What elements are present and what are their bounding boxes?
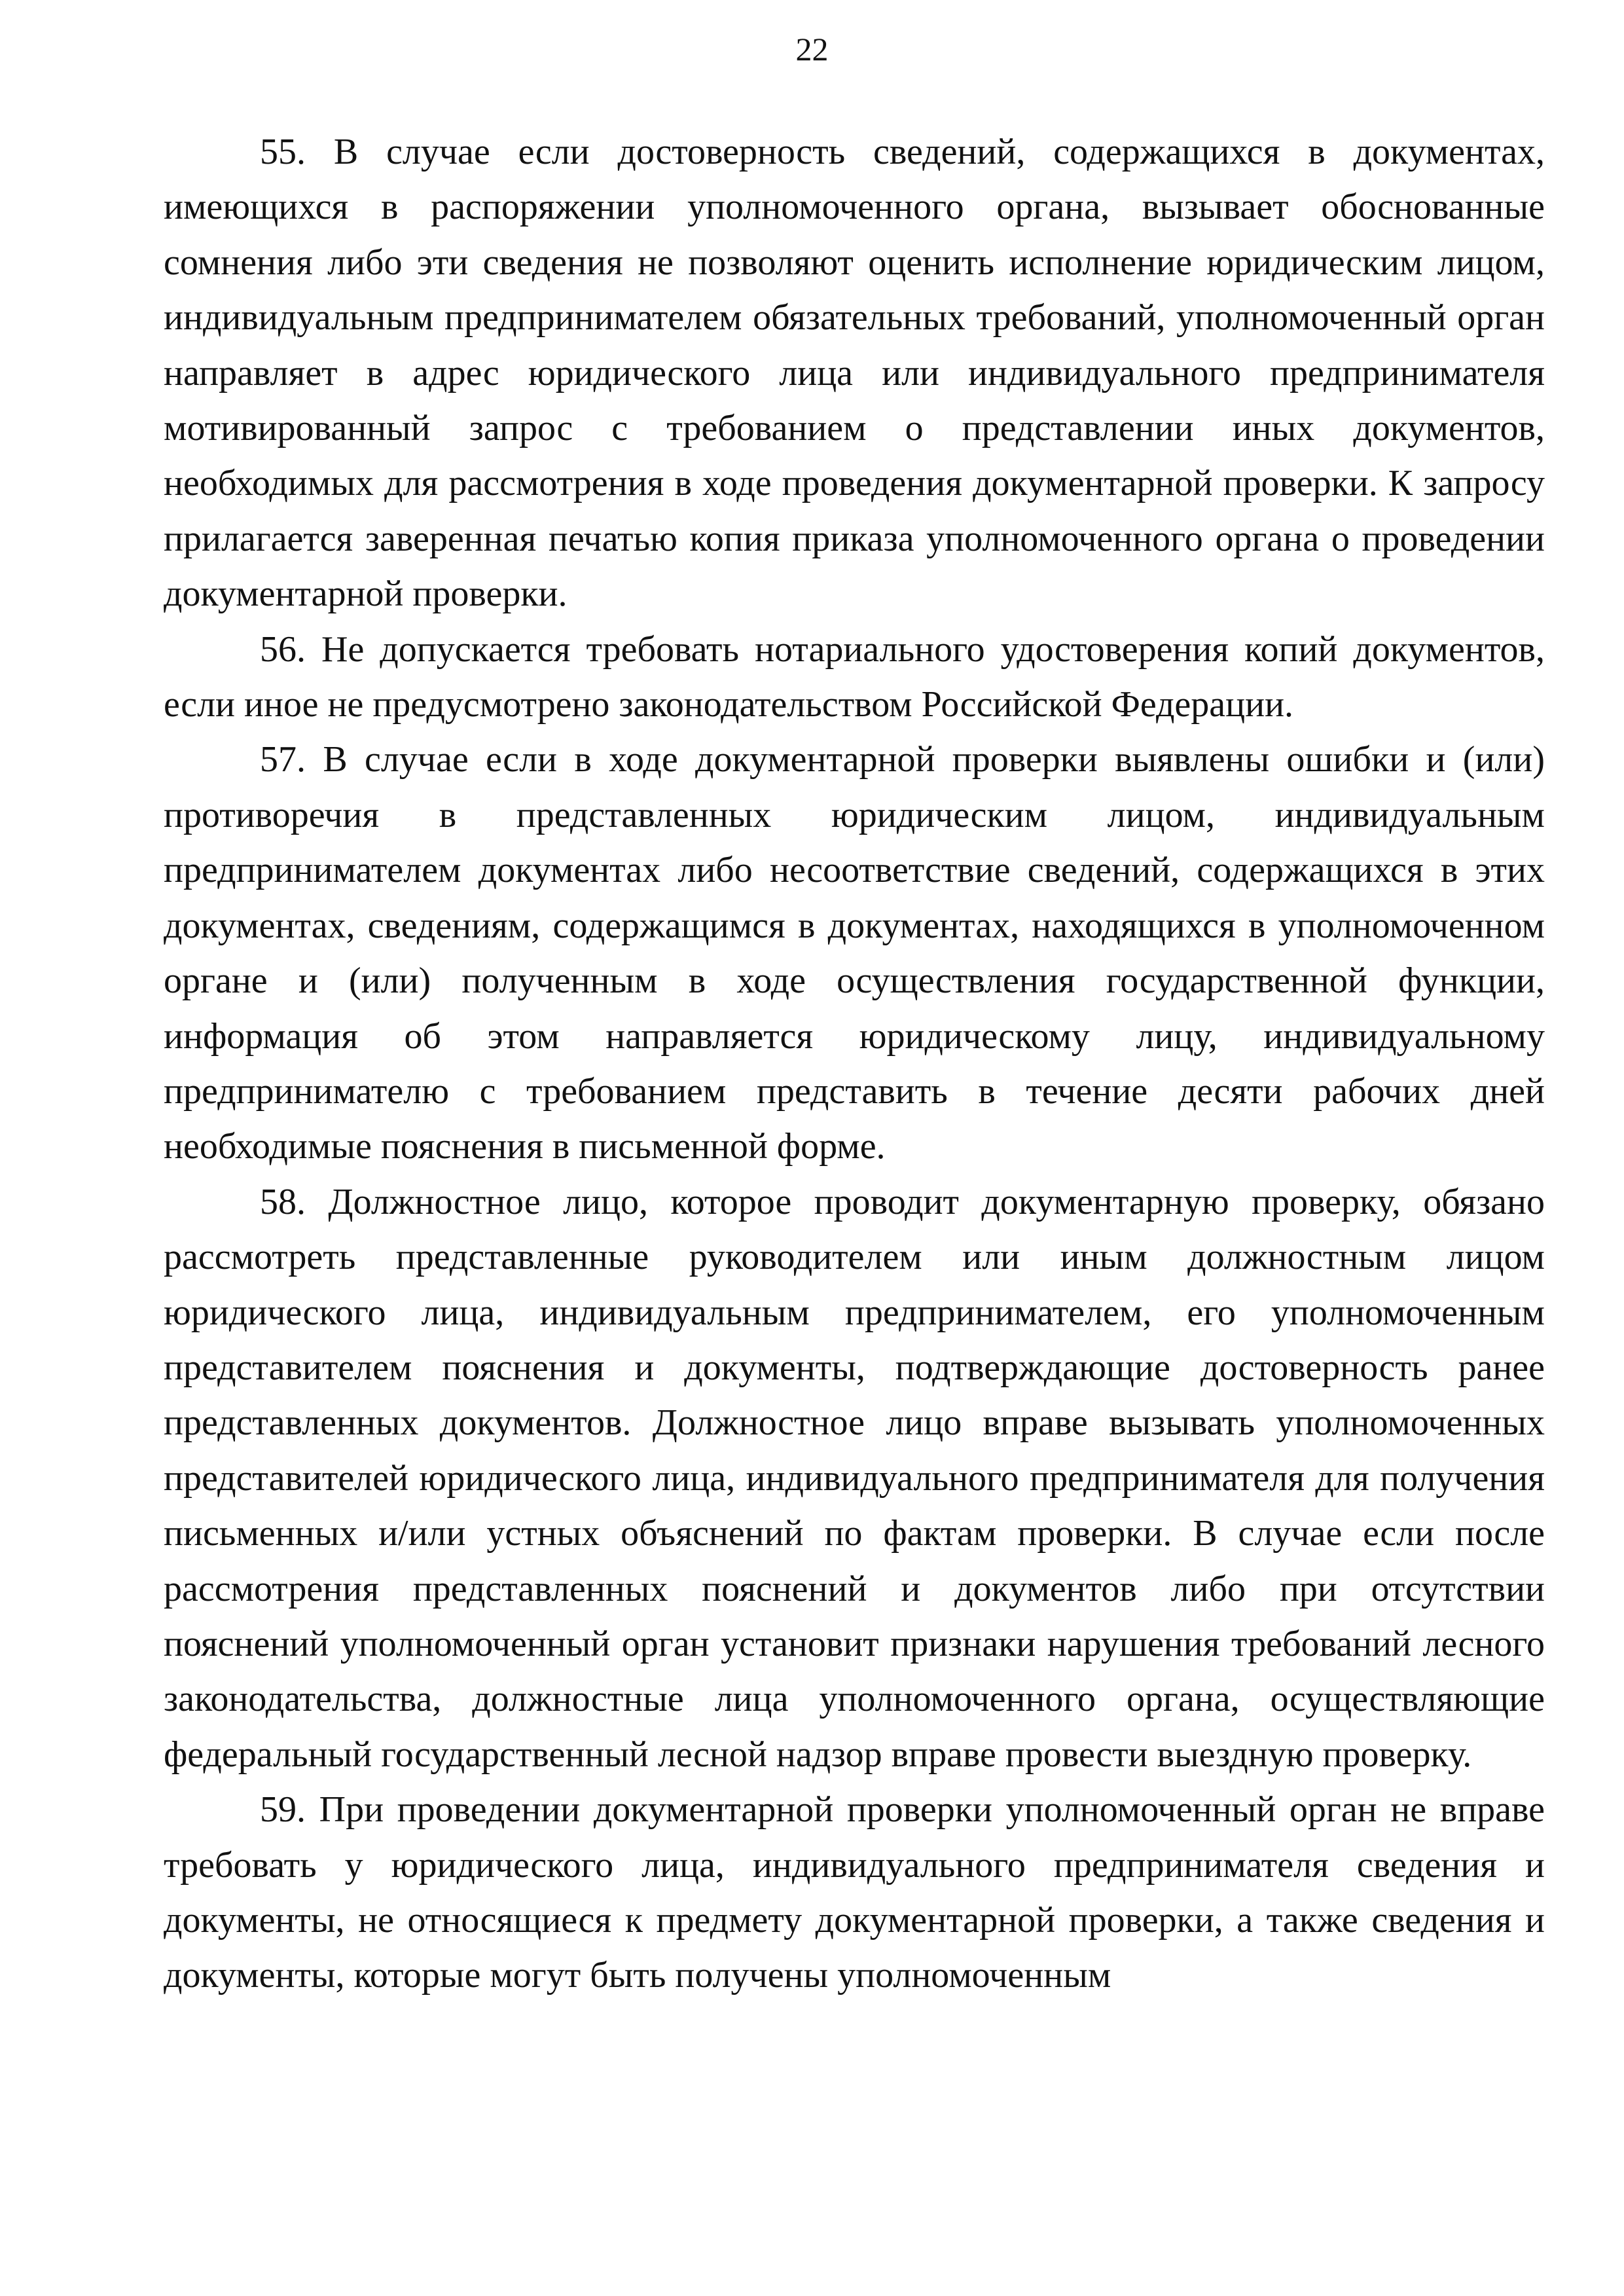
- paragraph-number: 56.: [260, 629, 306, 670]
- paragraph-number: 57.: [260, 739, 306, 780]
- paragraph-57: [164, 732, 1545, 1174]
- document-body: [164, 124, 1545, 2003]
- paragraph-number: 59.: [260, 1789, 306, 1831]
- paragraph-59: [164, 1782, 1545, 2003]
- page-number: 22: [795, 31, 829, 67]
- paragraph-number: 55.: [260, 132, 306, 172]
- paragraph-text: Должностное лицо, которое проводит документарную проверку, обязано рассмотреть представленные руководителем или иным должностным лицом юридического лица, индивидуальным предпринимателем, его уполномоченным представителем пояснения и документы, подтверждающие достоверность ранее представленных документов. Должностное лицо вправе вызывать уполномоченных представителей юридического лица, индивидуального предпринимателя для получения письменных и/или устных объяснений по фактам проверки. В случае если после рассмотрения представленных пояснений и документов либо при отсутствии пояснений уполномоченный орган установит признаки нарушения требований лесного законодательства, должностные лица уполномоченного органа, осуществляющие федеральный государственный лесной надзор вправе провести выездную проверку.: [164, 1181, 1545, 1775]
- paragraph-58: [164, 1175, 1545, 1782]
- paragraph-text: В случае если достоверность сведений, содержащихся в документах, имеющихся в распоряжении уполномоченного органа, вызывает обоснованные сомнения либо эти сведения не позволяют оценить исполнение юридическим лицом, индивидуальным предпринимателем обязательных требований, уполномоченный орган направляет в адрес юридического лица или индивидуального предпринимателя мотивированный запрос с требованием о представлении иных документов, необходимых для рассмотрения в ходе проведения документарной проверки. К запросу прилагается заверенная печатью копия приказа уполномоченного органа о проведении документарной проверки.: [164, 132, 1545, 615]
- paragraph-text: Не допускается требовать нотариального удостоверения копий документов, если иное не предусмотрено законодательством Российской Федерации.: [164, 629, 1545, 725]
- paragraph-56: [164, 622, 1545, 733]
- paragraph-text: В случае если в ходе документарной проверки выявлены ошибки и (или) противоречия в представленных юридическим лицом, индивидуальным предпринимателем документах либо несоответствие сведений, содержащихся в этих документах, сведениям, содержащимся в документах, находящихся в уполномоченном органе и (или) полученным в ходе осуществления государственной функции, информация об этом направляется юридическому лицу, индивидуальному предпринимателю с требованием представить в течение десяти рабочих дней необходимые пояснения в письменной форме.: [164, 739, 1545, 1167]
- paragraph-55: [164, 124, 1545, 622]
- paragraph-text: При проведении документарной проверки уполномоченный орган не вправе требовать у юридического лица, индивидуального предпринимателя сведения и документы, не относящиеся к предмету документарной проверки, а также сведения и документы, которые могут быть получены уполномоченным: [164, 1789, 1545, 1996]
- paragraph-number: 58.: [260, 1181, 306, 1222]
